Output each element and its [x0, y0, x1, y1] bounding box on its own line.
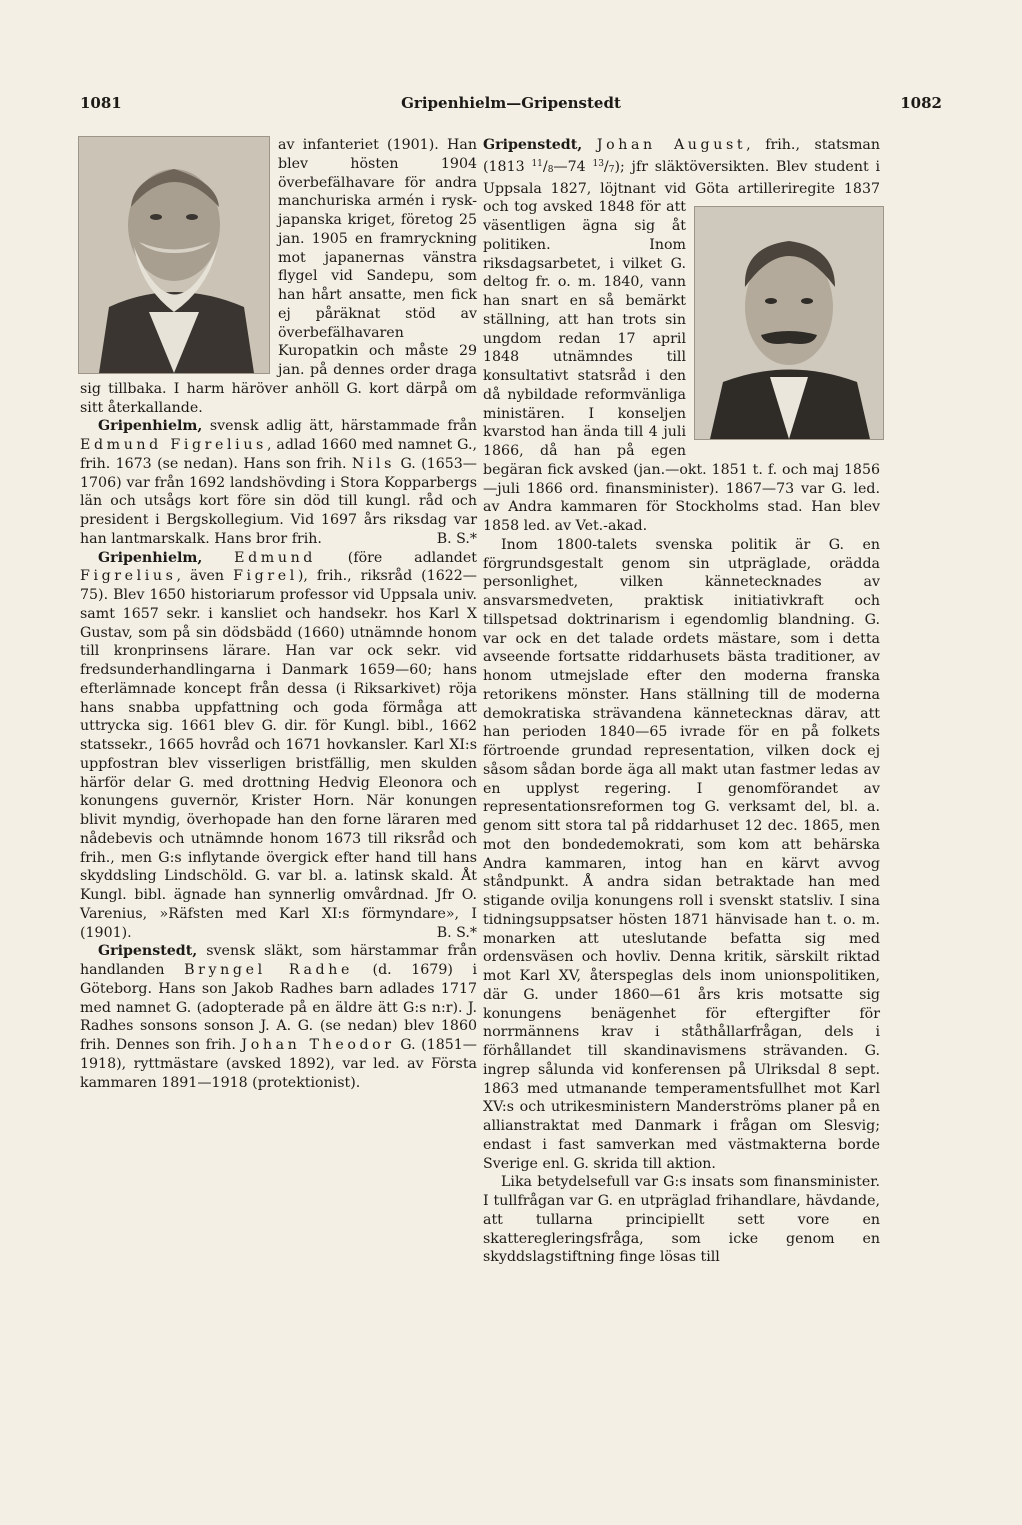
- paragraph-politics: Inom 1800-talets svenska politik är G. en förgrundsgestalt genom sin utpräglade, orädda personlighet, vilken kännetecknades av ansvarsmedveten, praktisk initiativkraft och tillspetsad doktrinarism i egendomlig blandning. G. var ock en det talade ordets mästare, som i detta avseende fortsatte riddarhusets bästa traditioner, av honom utmejslade efter den moderna franska retorikens mönster. Hans ställning till de moderna demokratiska strävandena kännetecknas därav, att han perioden 1840—65 ivrade för en på folkets förtroende grundad representation, vilken dock ej såsom sådan borde äga all makt utan fastmer ledas av en upplyst regering. I genomförandet av representationsreformen tog G. verksamt del, bl. a. genom sitt stora tal på riddarhuset 12 dec. 1865, men mot den bondedemokrati, som kom att behärska Andra kammaren, intog han en kärvt avvog ståndpunkt. Å andra sidan betraktade han med stigande ovilja konungens roll i svenskt statsliv. I sina tidningsuppsatser hösten 1871 hänvisade han t. o. m. monarken att uteslutande befatta sig med ordensväsen och hovliv. Denna kritik, särskilt riktad mot Karl XV, återspeglas dels inom unionspolitiken, där G. under 1860—61 års kris motsatte sig konungens benägenhet för eftergifter för norrmännens krav i ståthållarfrågan, dels i förhållandet till skandinavismens strävanden. G. ingrep sålunda vid konferensen på Ulriksdal 8 sept. 1863 med utmanande temperamentsfullhet mot Karl XV:s och utrikesministern Manderströms planer på en allianstraktat med Danmark i frågan om Slesvig; endast i fast samverkan med västmakterna borde Sverige enl. G. skrida till aktion.: [483, 536, 880, 1172]
- author-signature: B. S.*: [436, 924, 477, 941]
- running-title: Gripenhielm—Gripenstedt: [401, 94, 621, 112]
- running-header: [80, 94, 942, 118]
- portrait-military-officer: [78, 136, 270, 374]
- entry-continuation: av infanteriet (1901). Han blev hösten 1904 överbefälhavare för andra manchuriska armén i rysk-japanska kriget, företog 25 jan. 1905 en framryckning mot japanernas vänstra flygel vid Sandepu, som han hårt ansatte, men fick ej påräknat stöd av överbefälhavaren Kuropatkin och måste 29 jan. på dennes order draga sig tillbaka. I harm häröver anhöll G. kort därpå om sitt återkallande.: [80, 137, 477, 416]
- entry-headword: Gripenhielm,: [98, 418, 203, 435]
- entry-headword: Gripenstedt,: [98, 943, 198, 960]
- left-column: [80, 136, 477, 1092]
- entry-gripenhielm-edmund: Gripenhielm, Edmund (före adlandet Figrelius, även Figrel), frih., riksråd (1622—75). Blev 1650 historiarum professor vid Uppsala univ. samt 1657 sekr. i kansliet och handsekr. hos Karl X Gustav, som på sin dödsbädd (1660) utnämnde honom till kronprinsens lärare. Han var ock sekr. vid fredsunderhandlingarna i Danmark 1659—60; hans efterlämnade koncept från dessa (i Riksarkivet) röja hans snabba uppfattning och goda förmåga att uttrycka sig. 1661 blev G. dir. för Kungl. bibl., 1662 statssekr., 1665 hovråd och 1671 hovkansler. Karl XI:s uppfostran blev visserligen bristfällig, men skulden härför delar G. med drottning Hedvig Eleonora och konungens guvernör, Krister Horn. När konungen blivit myndig, överhopade han den forne läraren med nådebevis och utnämnde honom 1673 till riksråd och frih., men G:s inflytande övergick efter hand till hans skyddsling Lindschöld. G. var bl. a. latinsk skald. Åt Kungl. bibl. ägnade han synnerlig omvårdnad. Jfr O. Varenius, »Räfsten med Karl XI:s förmyndare», I (1901). B. S.*: [80, 549, 477, 941]
- entry-gripenhielm-family: Gripenhielm, svensk adlig ätt, härstammade från Edmund Figrelius, adlad 1660 med namnet G., frih. 1673 (se nedan). Hans son frih. Nils G. (1653—1706) var från 1692 landshövding i Stora Kopparbergs län och utsågs kort före sin död till kungl. råd och president i Bergskollegium. Vid 1697 års riksdag var han lantmarskalk. Hans bror frih. B. S.*: [80, 418, 477, 547]
- paragraph-finance: Lika betydelsefull var G:s insats som finansminister. I tullfrågan var G. en utpräglad frihandlare, hävdande, att tullarna principiellt sett vore en skatteregleringsfråga, som icke genom en skyddslagstiftning finge lösas till: [483, 1174, 880, 1266]
- portrait-military-officer-image: [79, 137, 269, 373]
- entry-body-start: ); jfr släktöversikten. Blev student i Uppsala 1827, löjtnant vid Göta artilleriregite 1837 och tog avsked 1848 för att väsentligen ägna sig åt politiken. Inom riksdagsarbetet, i vilket G. deltog fr. o. m. 1840, vann han snart en så bemärkt ställning, att han trots sin ungdom redan 17 april 1848 utnämndes till konsultativt statsråd i den då nybildade reformvänliga ministären. I konseljen kvarstod han ända till 4 juli 1866, då han på egen begäran fick avsked (jan.—okt. 1851 t. f. och maj 1856—juli 1866 ord. finansminister). 1867—73 var G. led. av Andra kammaren för Stockholms stad. Han blev 1858 led. av Vet.-akad.: [483, 159, 880, 534]
- entry-gripenstedt-johan-august: Gripenstedt, Johan August, frih., statsman (1813 $^{11}/_8—74$ $^{13}/_7$); jfr släktöversikten. Blev student i Uppsala 1827, löjtnant vid Göta artilleriregite 1837 och tog avsked 1848 för att väsentligen ägna sig åt politiken. Inom riksdagsarbetet, i vilket G. deltog fr. o. m. 1840, vann han snart en så bemärkt ställning, att han trots sin ungdom redan 17 april 1848 utnämndes till konsultativt statsråd i den då nybildade reformvänliga ministären. I konseljen kvarstod han ända till 4 juli 1866, då han på egen begäran fick avsked (jan.—okt. 1851 t. f. och maj 1856—juli 1866 ord. finansminister). 1867—73 var G. led. av Andra kammaren för Stockholms stad. Han blev 1858 led. av Vet.-akad.: [483, 136, 880, 536]
- portrait-gripenstedt-image: [695, 207, 883, 439]
- portrait-johan-august-gripenstedt: [694, 206, 884, 440]
- entry-headword: Gripenstedt,: [483, 137, 583, 153]
- author-signature: B. S.*: [436, 530, 477, 547]
- page-number-right: 1082: [900, 94, 942, 112]
- right-column: [483, 136, 880, 1267]
- entry-gripenstedt-family: Gripenstedt, svensk släkt, som härstammar från handlanden Bryngel Radhe (d. 1679) i Göteborg. Hans son Jakob Radhes barn adlades 1717 med namnet G. (adopterade på en äldre ätt G:s n:r). J. Radhes sonsons sonson J. A. G. (se nedan) blev 1860 frih. Dennes son frih. Johan Theodor G. (1851—1918), ryttmästare (avsked 1892), var led. av Första kammaren 1891—1918 (protektionist).: [80, 943, 477, 1091]
- page-number-left: 1081: [80, 94, 122, 112]
- entry-headword: Gripenhielm,: [98, 549, 203, 566]
